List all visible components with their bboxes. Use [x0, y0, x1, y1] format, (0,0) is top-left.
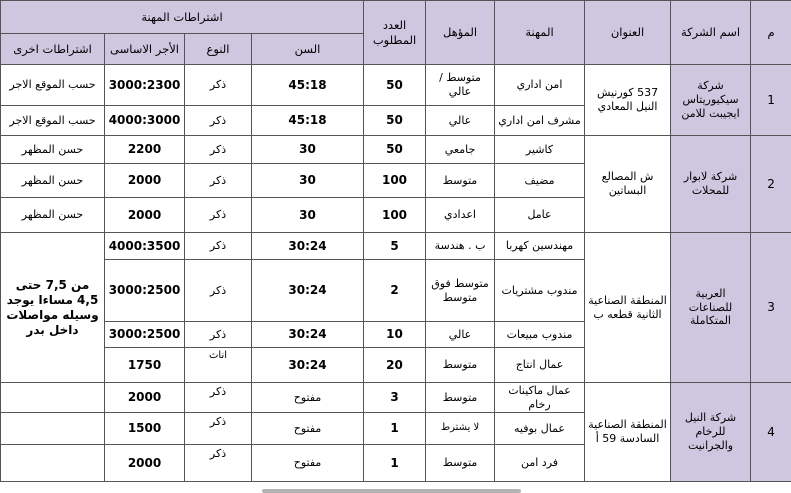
gender-cell: ذكر	[185, 383, 252, 413]
other-cell: حسن المظهر	[1, 198, 105, 233]
table-row	[1, 65, 791, 106]
age-cell: 45:18	[252, 106, 364, 136]
header-job: المهنة	[495, 1, 585, 65]
company-address: ش المصالع البساتين	[585, 136, 671, 233]
other-cell	[1, 445, 105, 482]
salary-cell: 2000	[105, 445, 185, 482]
row-index: 3	[751, 233, 791, 383]
qualification-cell: متوسط	[426, 445, 495, 482]
salary-cell: 1500	[105, 413, 185, 445]
header-gender: النوع	[185, 34, 252, 65]
count-cell: 1	[364, 445, 426, 482]
header-index: م	[751, 1, 791, 65]
header-other-conditions: اشتراطات اخرى	[1, 34, 105, 65]
age-cell: مفتوح	[252, 383, 364, 413]
salary-cell: 3000:2300	[105, 65, 185, 106]
job-cell: مشرف امن اداري	[495, 106, 585, 136]
qualification-cell: متوسط / عالي	[426, 65, 495, 106]
qualification-cell: متوسط	[426, 164, 495, 198]
age-cell: 45:18	[252, 65, 364, 106]
gender-cell: ذكر	[185, 65, 252, 106]
age-cell: 30	[252, 136, 364, 164]
qualification-cell: متوسط	[426, 348, 495, 383]
salary-cell: 2000	[105, 198, 185, 233]
qualification-cell: عالي	[426, 106, 495, 136]
header-age: السن	[252, 34, 364, 65]
gender-cell: ذكر	[185, 136, 252, 164]
qualification-cell: عالي	[426, 322, 495, 348]
company-name: شركة لابوار للمحلات	[671, 136, 751, 233]
age-cell: مفتوح	[252, 445, 364, 482]
salary-cell: 3000:2500	[105, 322, 185, 348]
job-cell: عمال ماكينات رخام	[495, 383, 585, 413]
gender-cell: ذكر	[185, 233, 252, 260]
other-cell	[1, 383, 105, 413]
company-address: المنطقة الصناعية السادسة 59 أ	[585, 383, 671, 482]
header-qualification: المؤهل	[426, 1, 495, 65]
other-cell	[1, 413, 105, 445]
gender-cell: اناث	[185, 348, 252, 383]
job-cell: عمال انتاج	[495, 348, 585, 383]
header-address: العنوان	[585, 1, 671, 65]
row-index: 4	[751, 383, 791, 482]
qualification-cell: لا يشترط	[426, 413, 495, 445]
header-salary: الأجر الاساسى	[105, 34, 185, 65]
job-cell: مهندسين كهربا	[495, 233, 585, 260]
salary-cell: 1750	[105, 348, 185, 383]
job-cell: مندوب مبيعات	[495, 322, 585, 348]
count-cell: 50	[364, 136, 426, 164]
row-index: 1	[751, 65, 791, 136]
other-cell-merged: من 7,5 حتى 4,5 مساءا يوجد وسيله مواصلات داخل بدر	[1, 233, 105, 383]
gender-cell: ذكر	[185, 413, 252, 445]
job-cell: فرد امن	[495, 445, 585, 482]
gender-cell: ذكر	[185, 445, 252, 482]
age-cell: 30	[252, 164, 364, 198]
other-cell: حسن المظهر	[1, 136, 105, 164]
company-name: شركة النيل للرخام والجرانيت	[671, 383, 751, 482]
job-cell: عمال بوفيه	[495, 413, 585, 445]
job-cell: مندوب مشتريات	[495, 260, 585, 322]
header-conditions-group: اشتراطات المهنة	[1, 1, 364, 34]
salary-cell: 2000	[105, 164, 185, 198]
qualification-cell: جامعي	[426, 136, 495, 164]
table-row	[1, 383, 791, 413]
row-index: 2	[751, 136, 791, 233]
salary-cell: 3000:2500	[105, 260, 185, 322]
age-cell: 30:24	[252, 348, 364, 383]
salary-cell: 2200	[105, 136, 185, 164]
count-cell: 50	[364, 106, 426, 136]
salary-cell: 4000:3000	[105, 106, 185, 136]
age-cell: 30:24	[252, 260, 364, 322]
other-cell: حسن المظهر	[1, 164, 105, 198]
other-cell: حسب الموقع الاجر	[1, 106, 105, 136]
job-cell: مضيف	[495, 164, 585, 198]
count-cell: 20	[364, 348, 426, 383]
count-cell: 1	[364, 413, 426, 445]
horizontal-scrollbar[interactable]	[262, 489, 521, 493]
age-cell: مفتوح	[252, 413, 364, 445]
table-row	[1, 136, 791, 164]
count-cell: 2	[364, 260, 426, 322]
count-cell: 100	[364, 198, 426, 233]
gender-cell: ذكر	[185, 260, 252, 322]
count-cell: 50	[364, 65, 426, 106]
age-cell: 30:24	[252, 322, 364, 348]
gender-cell: ذكر	[185, 322, 252, 348]
job-cell: عامل	[495, 198, 585, 233]
qualification-cell: اعدادي	[426, 198, 495, 233]
count-cell: 5	[364, 233, 426, 260]
qualification-cell: ب . هندسة	[426, 233, 495, 260]
salary-cell: 4000:3500	[105, 233, 185, 260]
gender-cell: ذكر	[185, 198, 252, 233]
age-cell: 30	[252, 198, 364, 233]
table-row	[1, 233, 791, 260]
company-address: 537 كورنيش النيل المعادي	[585, 65, 671, 136]
company-name: العربية للصناعات المتكاملة	[671, 233, 751, 383]
count-cell: 100	[364, 164, 426, 198]
header-company: اسم الشركة	[671, 1, 751, 65]
company-address: المنطقة الصناعية الثانية قطعه ب	[585, 233, 671, 383]
qualification-cell: متوسط	[426, 383, 495, 413]
header-required-count: العدد المطلوب	[364, 1, 426, 65]
job-cell: كاشير	[495, 136, 585, 164]
age-cell: 30:24	[252, 233, 364, 260]
company-name: شركة سيكيوريتاس ايجيبت للامن	[671, 65, 751, 136]
count-cell: 3	[364, 383, 426, 413]
other-cell: حسب الموقع الاجر	[1, 65, 105, 106]
salary-cell: 2000	[105, 383, 185, 413]
job-cell: امن اداري	[495, 65, 585, 106]
count-cell: 10	[364, 322, 426, 348]
gender-cell: ذكر	[185, 106, 252, 136]
qualification-cell: متوسط فوق متوسط	[426, 260, 495, 322]
gender-cell: ذكر	[185, 164, 252, 198]
